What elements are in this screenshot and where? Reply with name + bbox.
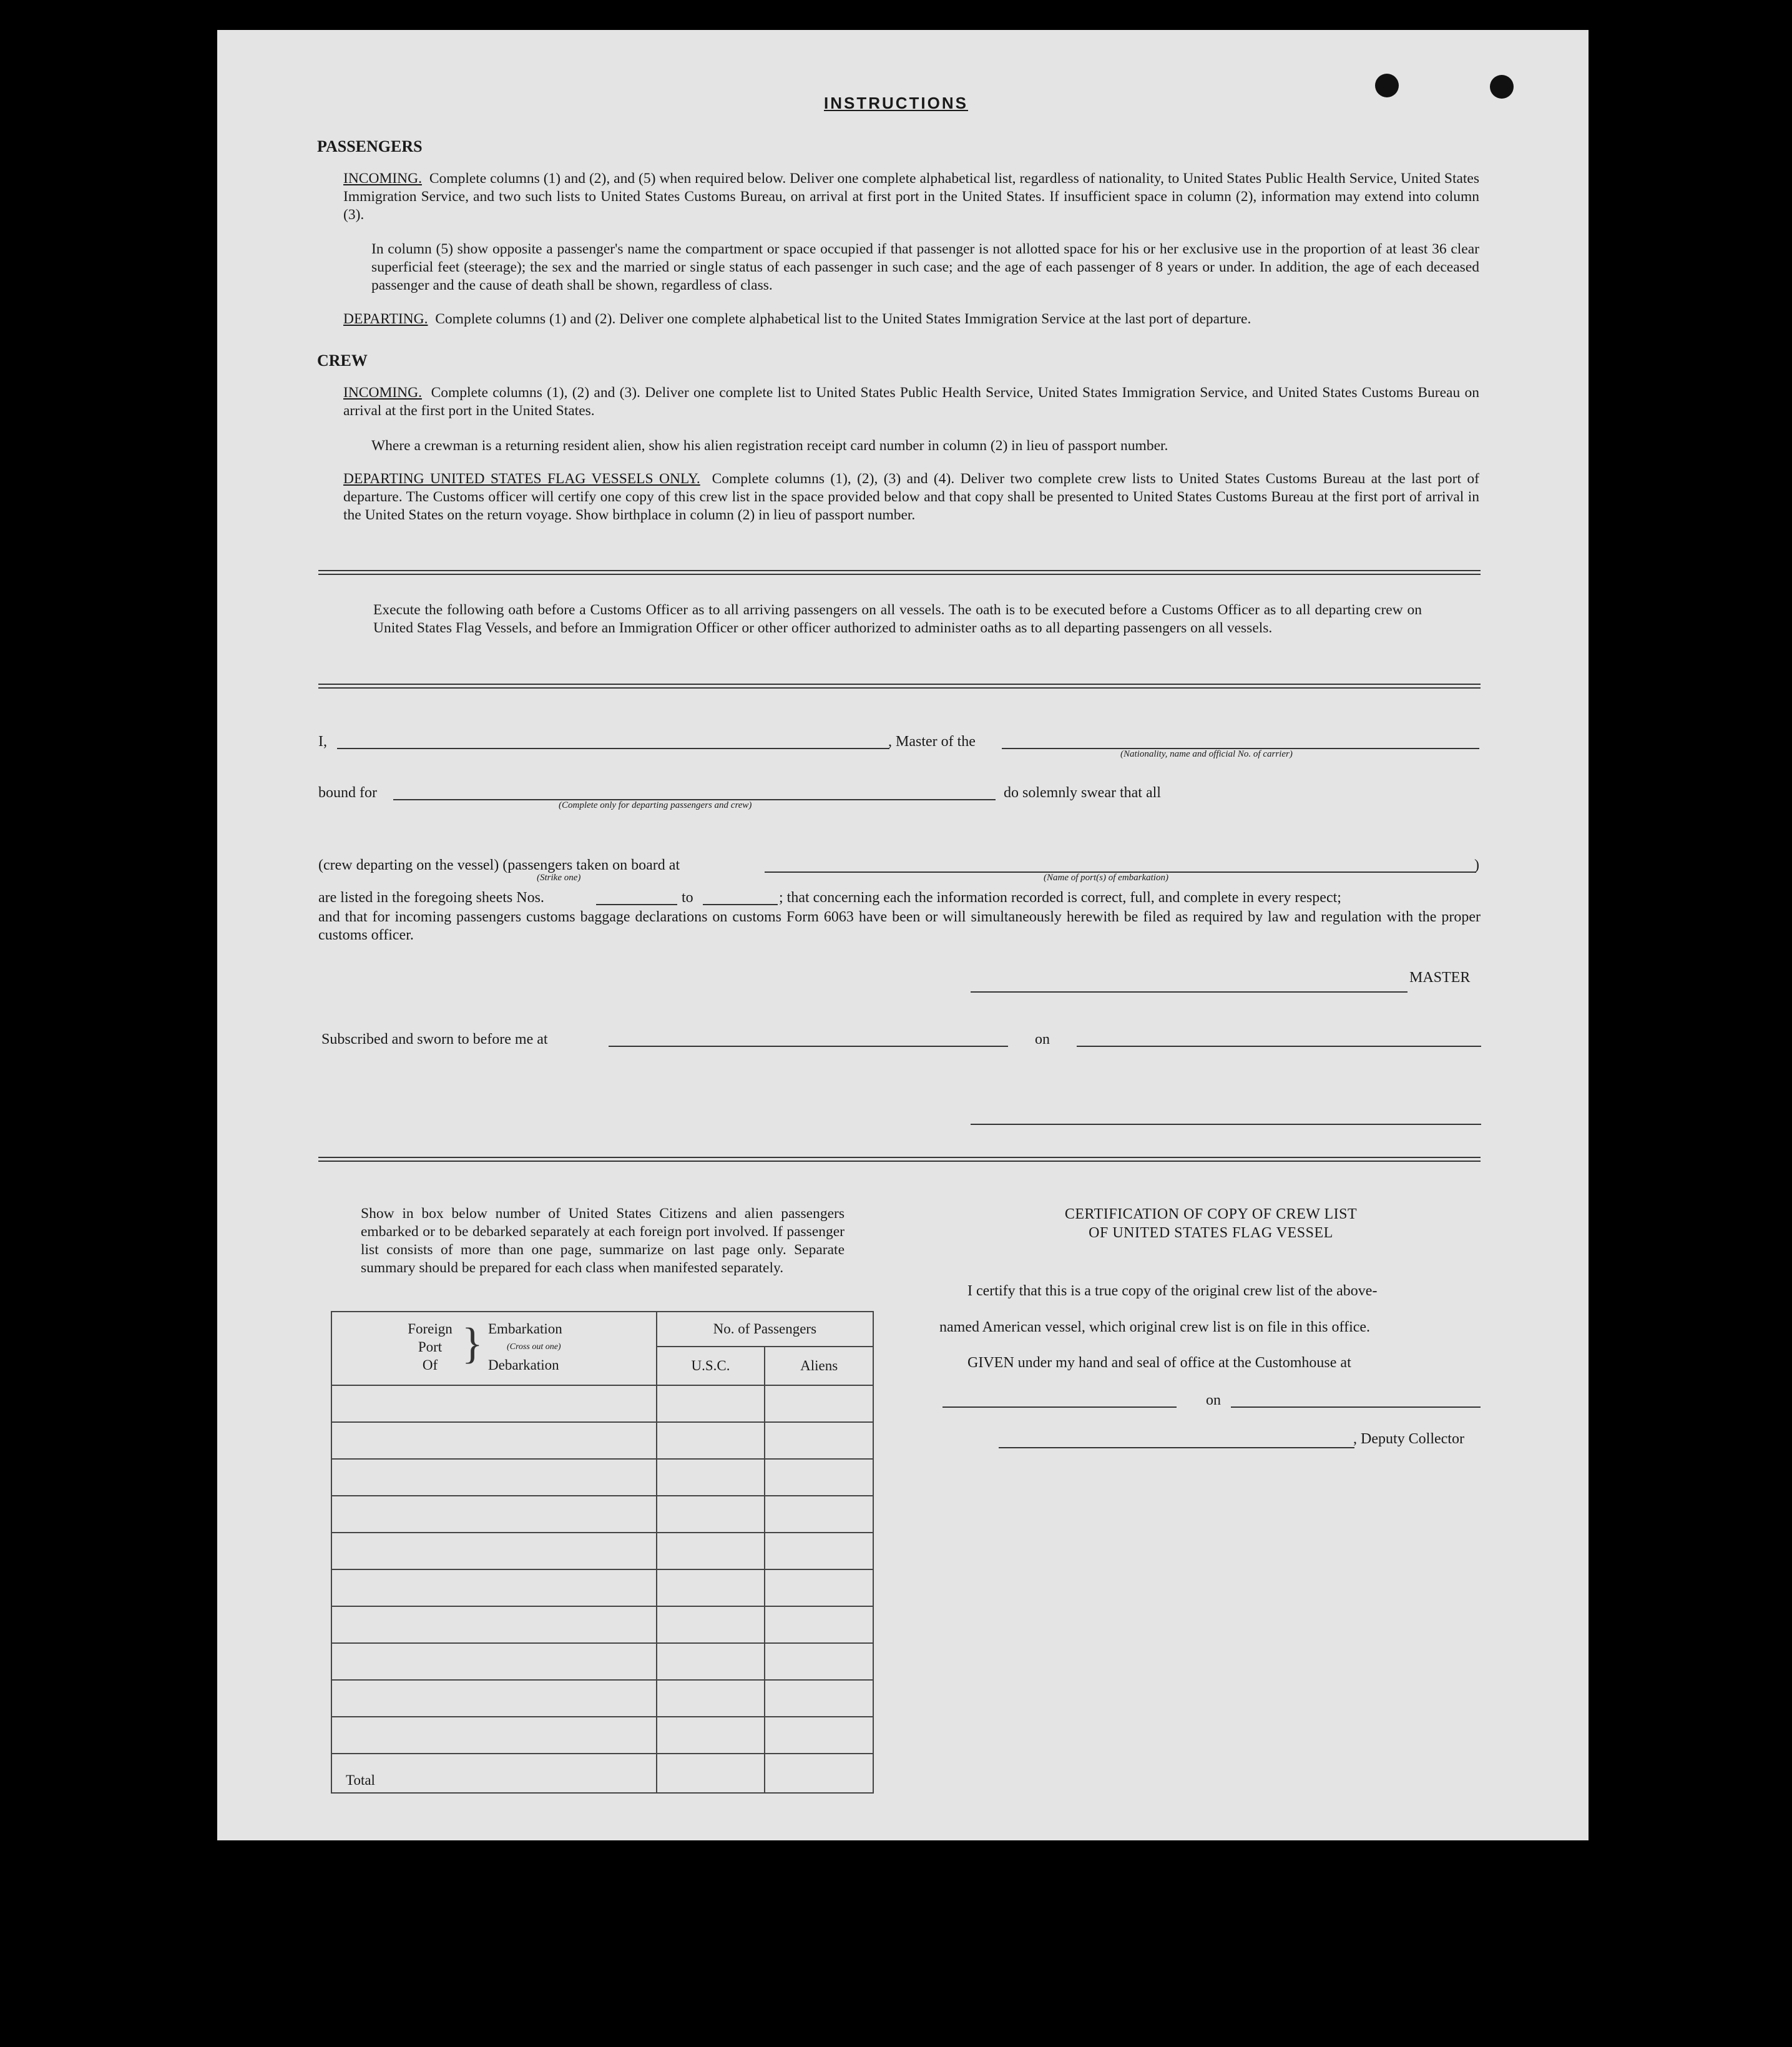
crew-departing-paragraph [343, 470, 1479, 524]
passengers-heading: PASSENGERS [317, 137, 423, 155]
crew-heading: CREW [317, 351, 368, 370]
divider [318, 1157, 1481, 1162]
sheet-from-field[interactable] [596, 904, 677, 905]
aliens-header: Aliens [765, 1347, 873, 1385]
incoming-text: Complete columns (1) and (2), and (5) when required below. Deliver one complete alphabetical list, regardless of nationality, to United States Public Health Service, United States Immigration Service, and two such lists to United States Customs Bureau, on arrival at first port in the United States. If insufficient space in column (2), information may extend into column (3). [343, 170, 1480, 223]
departing-text: Complete columns (1) and (2). Deliver one complete alphabetical list to the United States Immigration Service at the last port of departure. [435, 311, 1251, 327]
listed-declaration: and that for incoming passengers customs baggage declarations on customs Form 6063 have been or will simultaneously herewith be filed as required by law and regulation with the proper customs officer. [318, 909, 1481, 943]
embarkation-label: Embarkation [488, 1321, 562, 1337]
aliens-cell[interactable] [765, 1717, 873, 1754]
certification-title [936, 1205, 1486, 1242]
page-title: INSTRUCTIONS [824, 94, 968, 112]
aliens-cell[interactable] [765, 1643, 873, 1680]
punch-hole [1375, 74, 1399, 97]
aliens-cell[interactable] [765, 1606, 873, 1643]
passengers-incoming-paragraph [343, 170, 1479, 224]
cross-out-label: (Cross out one) [507, 1342, 561, 1352]
usc-cell[interactable] [657, 1717, 765, 1754]
departing-label: DEPARTING. [343, 311, 428, 327]
usc-cell[interactable] [657, 1606, 765, 1643]
port-cell[interactable] [331, 1422, 657, 1459]
crew-incoming-text: Complete columns (1), (2) and (3). Deliver one complete list to United States Public Health Service, United States Immigration Service, and United States Customs Bureau on arrival at the first port in the United States. [343, 385, 1479, 419]
cert-date-field[interactable] [1231, 1406, 1481, 1408]
of-label: Of [422, 1357, 438, 1373]
cert-on-label: on [1206, 1392, 1221, 1408]
usc-cell[interactable] [657, 1496, 765, 1533]
usc-cell[interactable] [657, 1385, 765, 1422]
usc-cell[interactable] [657, 1569, 765, 1606]
usc-cell[interactable] [657, 1422, 765, 1459]
column5-paragraph: In column (5) show opposite a passenger's name the compartment or space occupied if that passenger is not allotted space for his or her exclusive use in the proportion of at least 36 clear superficial feet (steerage); the sex and the married or single status of each passenger in such case; and the age of each passenger of 8 years or under. In addition, the age of each deceased passenger and the cause of death shall be shown, regardless of class. [371, 241, 1479, 293]
port-cell[interactable] [331, 1569, 657, 1606]
foreign-label: Foreign [408, 1321, 453, 1337]
to-label: to [682, 890, 693, 906]
passengers-departing-paragraph [343, 310, 1479, 328]
listed-text: ; that concerning each the information recorded is correct, full, and complete in every respect; [779, 890, 1341, 906]
listed-label: are listed in the foregoing sheets Nos. [318, 890, 544, 906]
master-signature-field[interactable] [971, 991, 1408, 993]
aliens-total-cell[interactable] [765, 1754, 873, 1793]
deputy-label: , Deputy Collector [1353, 1431, 1464, 1447]
certify-line-2: named American vessel, which original crew list is on file in this office. [939, 1319, 1371, 1335]
sheet-to-field[interactable] [703, 904, 778, 905]
aliens-cell[interactable] [765, 1680, 873, 1717]
carrier-caption: (Nationality, name and official No. of carrier) [1120, 749, 1293, 759]
punch-hole [1490, 75, 1514, 99]
deputy-signature-field[interactable] [999, 1447, 1354, 1448]
sworn-on-label: on [1035, 1031, 1050, 1048]
debarkation-label: Debarkation [488, 1357, 559, 1373]
aliens-cell[interactable] [765, 1533, 873, 1569]
port-label: Port [418, 1339, 443, 1355]
crew-departing-label: (crew departing on the vessel) (passengers taken on board at [318, 857, 680, 873]
divider [318, 570, 1481, 575]
certify-line-3: GIVEN under my hand and seal of office at the Customhouse at [967, 1355, 1351, 1371]
summary-instruction: Show in box below number of United States Citizens and alien passengers embarked or to be debarked separately at each foreign port involved. If passenger list consists of more than one page, summarize on last page only. Separate summary should be prepared for each class when manifested separately. [361, 1205, 845, 1276]
port-cell[interactable] [331, 1533, 657, 1569]
usc-cell[interactable] [657, 1533, 765, 1569]
crew-departing-label: DEPARTING UNITED STATES FLAG VESSELS ONLY. [343, 471, 700, 487]
port-cell[interactable] [331, 1643, 657, 1680]
swear-label: do solemnly swear that all [1004, 785, 1161, 801]
certify-line-1: I certify that this is a true copy of the original crew list of the above- [967, 1283, 1378, 1299]
port-cell[interactable] [331, 1717, 657, 1754]
resident-alien-paragraph: Where a crewman is a returning resident alien, show his alien registration receipt card number in column (2) in lieu of passport number. [371, 438, 1168, 454]
passengers-count-header: No. of Passengers [657, 1312, 873, 1347]
port-cell[interactable] [331, 1385, 657, 1422]
aliens-cell[interactable] [765, 1459, 873, 1496]
sworn-date-field[interactable] [1077, 1046, 1481, 1047]
usc-header: U.S.C. [657, 1347, 765, 1385]
sworn-place-field[interactable] [609, 1046, 1008, 1047]
certification-title-line2: OF UNITED STATES FLAG VESSEL [1089, 1225, 1333, 1241]
usc-cell[interactable] [657, 1459, 765, 1496]
customhouse-field[interactable] [943, 1406, 1177, 1408]
close-paren: ) [1474, 857, 1479, 873]
total-label: Total [346, 1772, 375, 1788]
crew-incoming-label: INCOMING. [343, 385, 422, 401]
master-of-label: , Master of the [888, 734, 976, 750]
certification-title-line1: CERTIFICATION OF COPY OF CREW LIST [1064, 1206, 1358, 1222]
aliens-cell[interactable] [765, 1385, 873, 1422]
crew-departing-text: Complete columns (1), (2), (3) and (4). Deliver two complete crew lists to United States Customs Bureau at the last port of departure. The Customs officer will certify one copy of this crew list in the space provided below and that copy shall be presented to United States Customs Bureau at the first port of arrival in the United States on the return voyage. Show birthplace in column (2) in lieu of passport number. [343, 471, 1479, 523]
oath-instruction: Execute the following oath before a Customs Officer as to all arriving passengers on all vessels. The oath is to be executed before a Customs Officer as to all departing crew on United States Flag Vessels, and before an Immigration Officer or other officer authorized to administer oaths as to all departing passengers on all vessels. [373, 602, 1422, 636]
master-label: MASTER [1409, 970, 1471, 986]
port-cell[interactable] [331, 1459, 657, 1496]
aliens-cell[interactable] [765, 1569, 873, 1606]
name-field[interactable] [337, 748, 889, 749]
strike-one-caption: (Strike one) [537, 873, 581, 883]
complete-only-caption: (Complete only for departing passengers and crew) [559, 800, 752, 810]
foreign-port-header [331, 1312, 657, 1385]
divider [318, 684, 1481, 689]
usc-cell[interactable] [657, 1680, 765, 1717]
port-cell[interactable] [331, 1606, 657, 1643]
aliens-cell[interactable] [765, 1422, 873, 1459]
ports-caption: (Name of port(s) of embarkation) [1044, 873, 1168, 883]
usc-cell[interactable] [657, 1643, 765, 1680]
port-cell[interactable] [331, 1496, 657, 1533]
bound-for-label: bound for [318, 785, 377, 801]
officer-signature-field[interactable] [971, 1124, 1481, 1125]
port-cell[interactable] [331, 1680, 657, 1717]
total-cell [331, 1754, 657, 1793]
aliens-cell[interactable] [765, 1496, 873, 1533]
i-label: I, [318, 734, 327, 750]
brace: } [462, 1320, 483, 1368]
subscribed-label: Subscribed and sworn to before me at [321, 1031, 548, 1048]
incoming-label: INCOMING. [343, 170, 422, 187]
crew-incoming-paragraph [343, 384, 1479, 420]
usc-total-cell[interactable] [657, 1754, 765, 1793]
passenger-summary-table [331, 1311, 874, 1794]
